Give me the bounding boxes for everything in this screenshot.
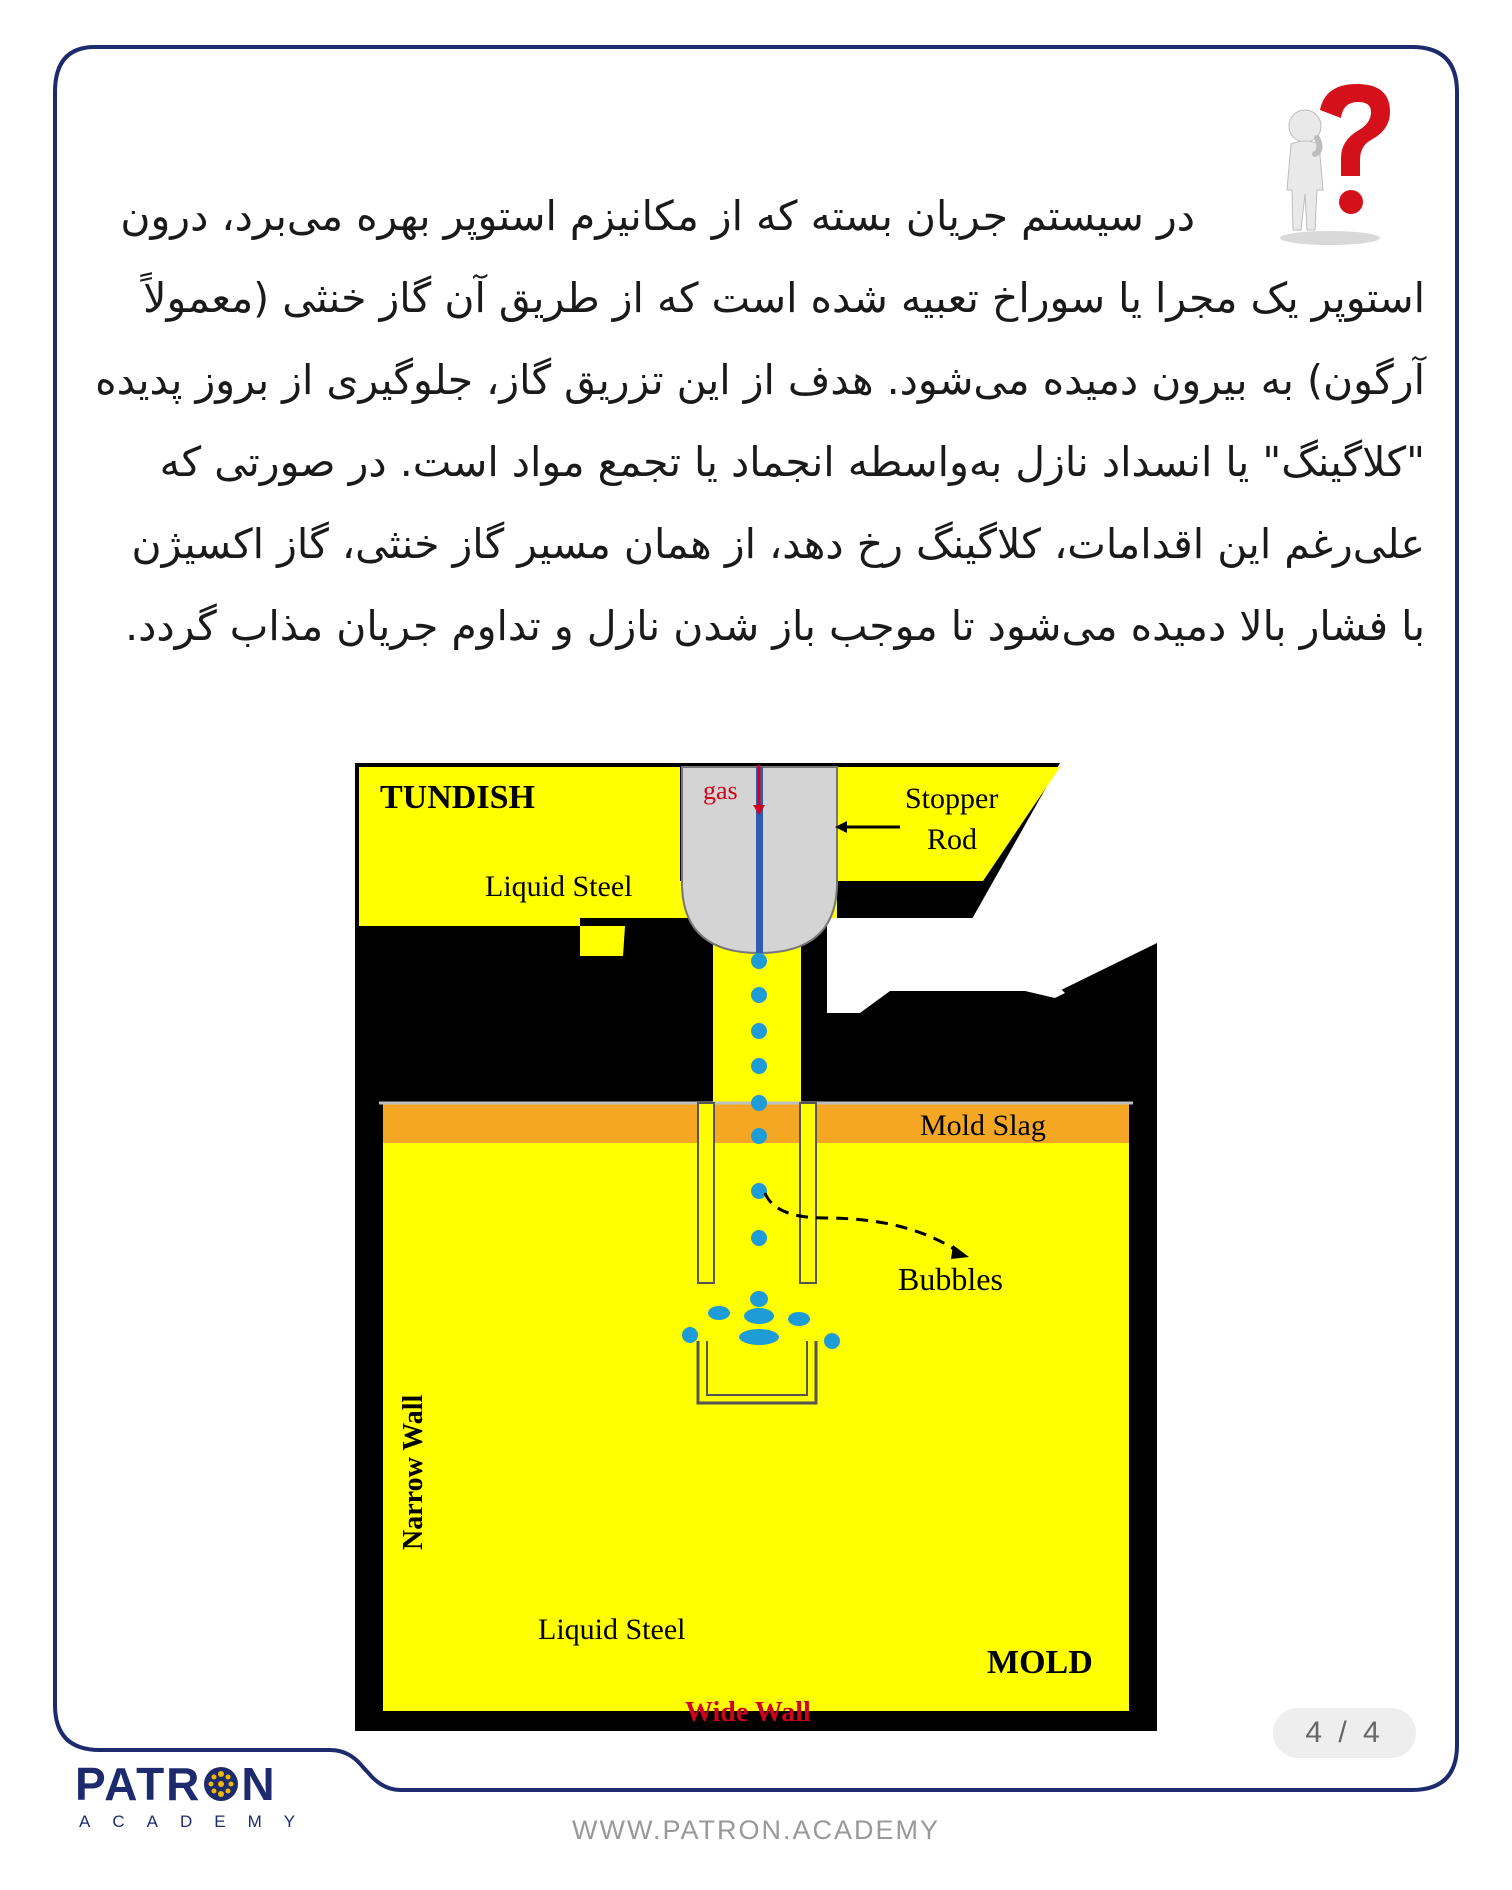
stopper-rod-diagram — [355, 763, 1157, 1731]
label-wide-wall: Wide Wall — [685, 1697, 811, 1728]
label-gas: gas — [703, 776, 738, 805]
label-bubbles: Bubbles — [898, 1261, 1003, 1297]
paragraph-indent — [1195, 229, 1425, 230]
label-narrow-wall: Narrow Wall — [398, 1394, 429, 1550]
logo-text-right: N — [241, 1758, 277, 1810]
label-liquid-steel-top: Liquid Steel — [485, 870, 633, 903]
globe-dot-icon — [203, 1766, 239, 1802]
tundish-steel-outlet-left — [580, 926, 625, 956]
body-paragraph — [95, 175, 1425, 667]
body-text: در سیستم جریان بسته که از مکانیزم استوپر بهره می‌برد، درون استوپر یک مجرا یا سوراخ تعبیه شده است که از طریق آن گاز خنثی (معمولاً آرگون) به بیرون دمیده می‌شود. هدف از این تزریق گاز، جلوگیری از بروز پدیده "کلاگینگ" یا انسداد نازل به‌واسطه انجماد یا تجمع مواد است. در صورتی که علی‌رغم این اقدامات، کلاگینگ رخ دهد، از همان مسیر گاز خنثی، گاز اکسیژن با فشار بالا دمیده می‌شود تا موجب باز شدن نازل و تداوم جریان مذاب گردد. — [95, 192, 1425, 650]
label-tundish: TUNDISH — [380, 779, 535, 816]
label-liquid-steel-bottom: Liquid Steel — [538, 1613, 686, 1646]
logo-subtitle: ACADEMY — [79, 1812, 318, 1831]
page-number: 4 / 4 — [1305, 1716, 1384, 1749]
label-mold: MOLD — [987, 1644, 1093, 1681]
page-number-badge — [1273, 1708, 1416, 1758]
logo-text-left: PATR — [75, 1758, 202, 1810]
website-url[interactable]: WWW.PATRON.ACADEMY — [572, 1815, 940, 1845]
label-rod: Rod — [927, 823, 978, 856]
label-stopper: Stopper — [905, 782, 999, 815]
label-mold-slag: Mold Slag — [920, 1109, 1046, 1142]
